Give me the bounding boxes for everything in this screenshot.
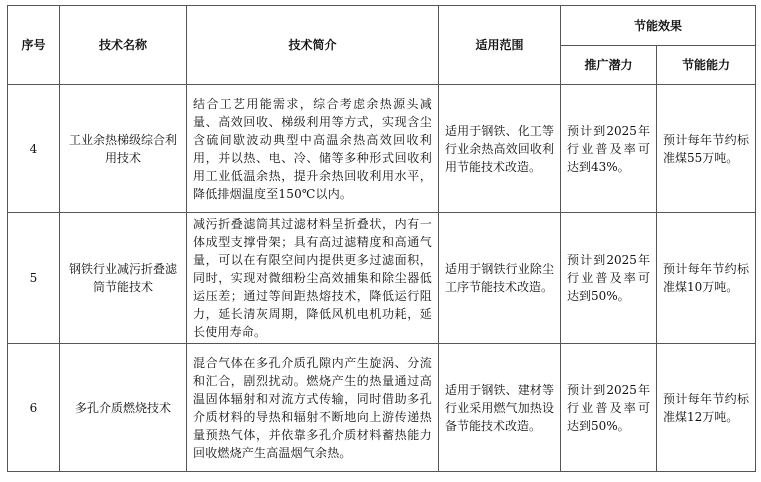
cell-name: 工业余热梯级综合利用技术 (60, 85, 187, 213)
cell-index: 4 (8, 85, 60, 213)
header-potential: 推广潜力 (561, 46, 657, 85)
header-name: 技术名称 (60, 6, 187, 85)
table-row (8, 85, 756, 213)
tech-table-container (7, 5, 755, 473)
cell-scope: 适用于钢铁、建材等行业采用燃气加热设备节能技术改造。 (439, 344, 561, 472)
cell-capacity: 预计每年节约标准煤12万吨。 (657, 344, 756, 472)
cell-potential: 预计到2025年行业普及率可达到50%。 (561, 344, 657, 472)
header-intro: 技术简介 (187, 6, 439, 85)
cell-name: 钢铁行业减污折叠滤筒节能技术 (60, 213, 187, 344)
energy-saving-tech-table (7, 5, 756, 472)
cell-index: 6 (8, 344, 60, 472)
cell-name: 多孔介质燃烧技术 (60, 344, 187, 472)
header-effect-group: 节能效果 (561, 6, 756, 46)
header-index: 序号 (8, 6, 60, 85)
cell-potential: 预计到2025年行业普及率可达到50%。 (561, 213, 657, 344)
cell-intro: 混合气体在多孔介质孔隙内产生旋涡、分流和汇合，剧烈扰动。燃烧产生的热量通过高温固体辐射和对流方式传输，同时借助多孔介质材料的导热和辐射不断地向上游传递热量预热气体，并依靠多孔介质材料蓄热能力回收燃烧产生高温烟气余热。 (187, 344, 439, 472)
cell-scope: 适用于钢铁行业除尘工序节能技术改造。 (439, 213, 561, 344)
cell-scope: 适用于钢铁、化工等行业余热高效回收利用节能技术改造。 (439, 85, 561, 213)
cell-intro: 结合工艺用能需求，综合考虑余热源头减量、高效回收、梯级利用等方式，实现含尘含硫间歇波动典型中高温余热高效回收利用，并以热、电、冷、储等多种形式回收利用工业低温余热，提升余热回收利用水平，降低排烟温度至150℃以内。 (187, 85, 439, 213)
cell-capacity: 预计每年节约标准煤55万吨。 (657, 85, 756, 213)
cell-capacity: 预计每年节约标准煤10万吨。 (657, 213, 756, 344)
cell-potential: 预计到2025年行业普及率可达到43%。 (561, 85, 657, 213)
table-row (8, 213, 756, 344)
table-row (8, 344, 756, 472)
cell-index: 5 (8, 213, 60, 344)
header-capacity: 节能能力 (657, 46, 756, 85)
cell-intro: 减污折叠滤筒其过滤材料呈折叠状，内有一体成型支撑骨架；具有高过滤精度和高通气量，可以在有限空间内提供更多过滤面积，同时，实现对微细粉尘高效捕集和除尘器低运压差；通过等间距热熔技术，降低运行阻力，延长清灰周期，降低风机电机功耗，延长使用寿命。 (187, 213, 439, 344)
header-scope: 适用范围 (439, 6, 561, 85)
header-row-top (8, 6, 756, 46)
